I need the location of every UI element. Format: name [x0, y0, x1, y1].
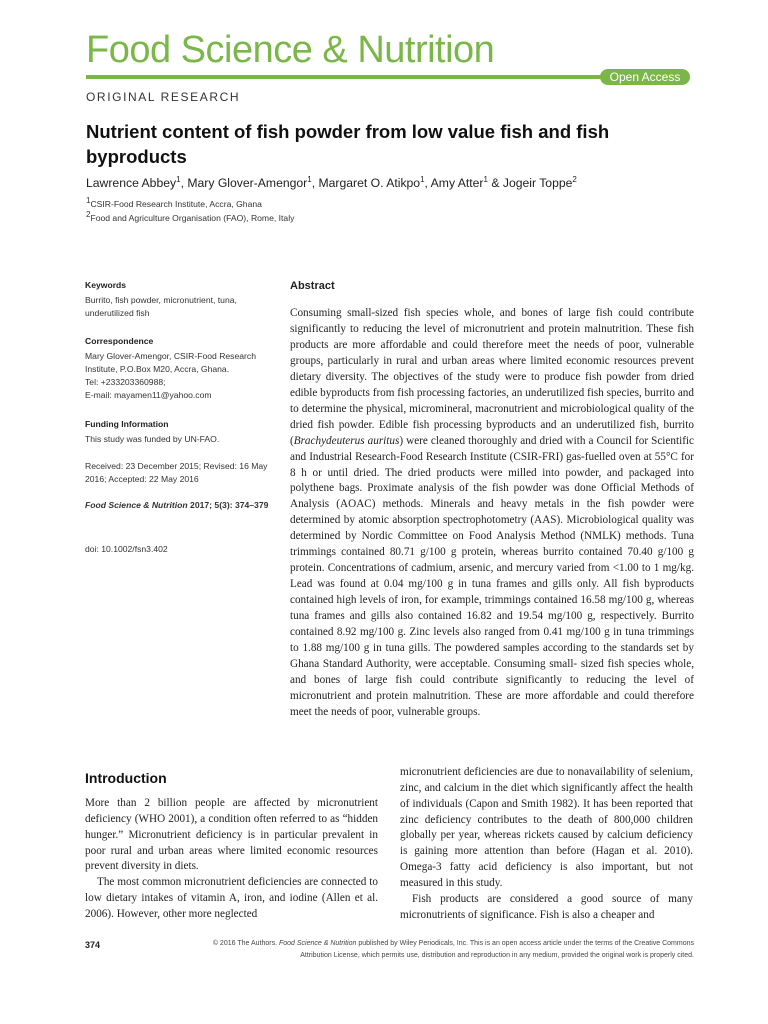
author-name: Mary Glover-Amengor: [187, 176, 308, 191]
abstract-text: Consuming small-sized fish species whole, and bones of large fish could contribute significantly to reducing the level of micronutrient and protein malnutrition. These fish products are more affordable and could therefore meet the needs of poor, vulnerable groups, particularly in rural and urban areas where limited economic resources prevent dietary diversity. The objectives of the study were to produce fish powder from dried edible byproducts from fish processing factories, an underutilized fish species, burrito and to determine the physical, micromineral, macronutrient and microbiological quality of the dried fish powder. Edible fish processing byproducts and an underutilized fish, burrito (Brachydeuterus auritus) were cleaned thoroughly and dried with a Council for Scientific and Industrial Research-Food Research Institute (CSIR-FRI) gas-fuelled oven at 55°C for 8 h or until dried. The dried products were milled into powder, and packaged into polythene bags. Proximate analysis of the fish powder was done Official Methods of Analysis (AOAC) methods. Minerals and heavy metals in the fish powder were determined by atomic absorption spectrophotometry (AAS). Microbiological quality was determined by Nordic Committee on Food Analysis Method (NMLK) methods. Tuna trimmings contained 80.71 g/100 g protein, whereas burrito contained 70.40 g/100 g protein. Concentrations of cadmium, arsenic, and mercury varied from <1.00 to 1 mg/kg. Lead was found at 0.04 mg/100 g in tuna frames and gills only. All fish byproducts contained high levels of iron, for example, trimmings contained 16.58 mg/100 g, whereas tuna frames and gills also contained 16.82 and 19.54 mg/100 g, respectively. Burrito contained 8.92 mg/100 g. Zinc levels also ranged from 0.41 mg/100 g in tuna trimmings to 1.88 mg/100 g in tuna gills. The powdered samples according to the standards set by Ghana Standard Authority, were acceptable. Consuming small- sized fish species whole, and bones of large fish could contribute significantly to reducing the level of micronutrient and protein malnutrition. These are more affordable and could therefore meet the needs of poor, vulnerable groups.: [290, 307, 694, 718]
author-separator: &: [487, 176, 503, 191]
citation-volume: 2017; 5(3): 374–379: [187, 500, 269, 510]
paragraph: The most common micronutrient deficiencies are connected to low dietary intakes of vitamin A, iron, and iodine (Allen et al. 2006). However, other more neglected: [85, 876, 378, 920]
correspondence-heading: Correspondence: [85, 336, 154, 346]
author-affiliation-marker: 1: [176, 175, 181, 184]
author-affiliation-marker: 1: [307, 175, 312, 184]
author-name: Margaret O. Atikpo: [318, 176, 421, 191]
author-separator: ,: [424, 176, 431, 191]
open-access-badge: Open Access: [600, 69, 690, 85]
article-title: Nutrient content of fish powder from low value fish and fish byproducts: [86, 121, 610, 167]
keywords-section: [85, 279, 270, 320]
history-dates: Received: 23 December 2015; Revised: 16 May 2016; Accepted: 22 May 2016: [85, 461, 268, 484]
keywords-heading: Keywords: [85, 280, 127, 290]
paragraph: More than 2 billion people are affected by micronutrient deficiency (WHO 2001), a condition often referred to as “hidden hunger.” Micronutrient deficiency is in particular prevalent in poor rural and urban areas where limited economic resources prevent diversity in diets.: [85, 797, 378, 873]
affiliation-1: $^1$CSIR-Food Research Institute, Accra, Ghana: [86, 196, 262, 209]
funding-heading: Funding Information: [85, 419, 169, 429]
author-separator: ,: [180, 176, 188, 191]
paragraph: micronutrient deficiencies are due to nonavailability of selenium, zinc, and calcium in the diet which significantly affect the health of individuals (Capon and Smith 1982). It has been reported that zinc deficiency contributes to the death of 800,000 children globally per year, whereas rickets caused by calcium deficiency is gaining more attention than before (Hagan et al. 2010). Omega-3 fatty acid deficiency is also important, but not measured in this study.: [400, 766, 693, 889]
correspondence-phone: Tel: +233203360988;: [85, 376, 166, 387]
author-name: Lawrence Abbey: [86, 176, 177, 191]
keywords-text: Burrito, fish powder, micronutrient, tuna, underutilized fish: [85, 294, 237, 318]
funding-section: [85, 418, 270, 446]
author-list: [86, 175, 577, 190]
license-notice: © 2016 The Authors. Food Science & Nutrition published by Wiley Periodicals, Inc. This is an open access article under the terms of the Creative Commons Attribution License, which permits use, distribution and reproduction in any medium, provided the original work is properly cited.: [212, 940, 694, 959]
abstract-heading: Abstract: [290, 280, 335, 292]
article-type: ORIGINAL RESEARCH: [86, 90, 241, 104]
affiliation-2: $^2$Food and Agriculture Organisation (FAO), Rome, Italy: [86, 210, 295, 223]
author-affiliation-marker: 1: [483, 175, 488, 184]
citation: [85, 499, 270, 512]
correspondence-line: Institute, P.O.Box M20, Accra, Ghana.: [85, 363, 230, 374]
introduction-left-column: [85, 796, 378, 923]
funding-text: This study was funded by UN-FAO.: [85, 433, 220, 444]
correspondence-email[interactable]: E-mail: mayamen11@yahoo.com: [85, 389, 212, 400]
introduction-heading: Introduction: [85, 770, 167, 786]
doi[interactable]: doi: 10.1002/fsn3.402: [85, 544, 168, 554]
citation-journal: Food Science & Nutrition: [85, 500, 188, 510]
author-name: Jogeir Toppe: [502, 176, 573, 191]
page-number: 374: [85, 940, 101, 950]
header-rule: [86, 75, 606, 79]
paragraph: Fish products are considered a good source of many micronutrients of significance. Fish is also a cheaper and: [400, 892, 693, 921]
author-affiliation-marker: 2: [572, 175, 577, 184]
author-affiliation-marker: 1: [420, 175, 425, 184]
correspondence-section: [85, 335, 270, 402]
correspondence-line: Mary Glover-Amengor, CSIR-Food Research: [85, 350, 256, 361]
author-separator: ,: [311, 176, 319, 191]
author-name: Amy Atter: [430, 176, 484, 191]
journal-title: Food Science & Nutrition: [86, 29, 495, 71]
species-name: Brachydeuterus auritus: [293, 434, 400, 447]
introduction-right-column: [400, 765, 693, 923]
